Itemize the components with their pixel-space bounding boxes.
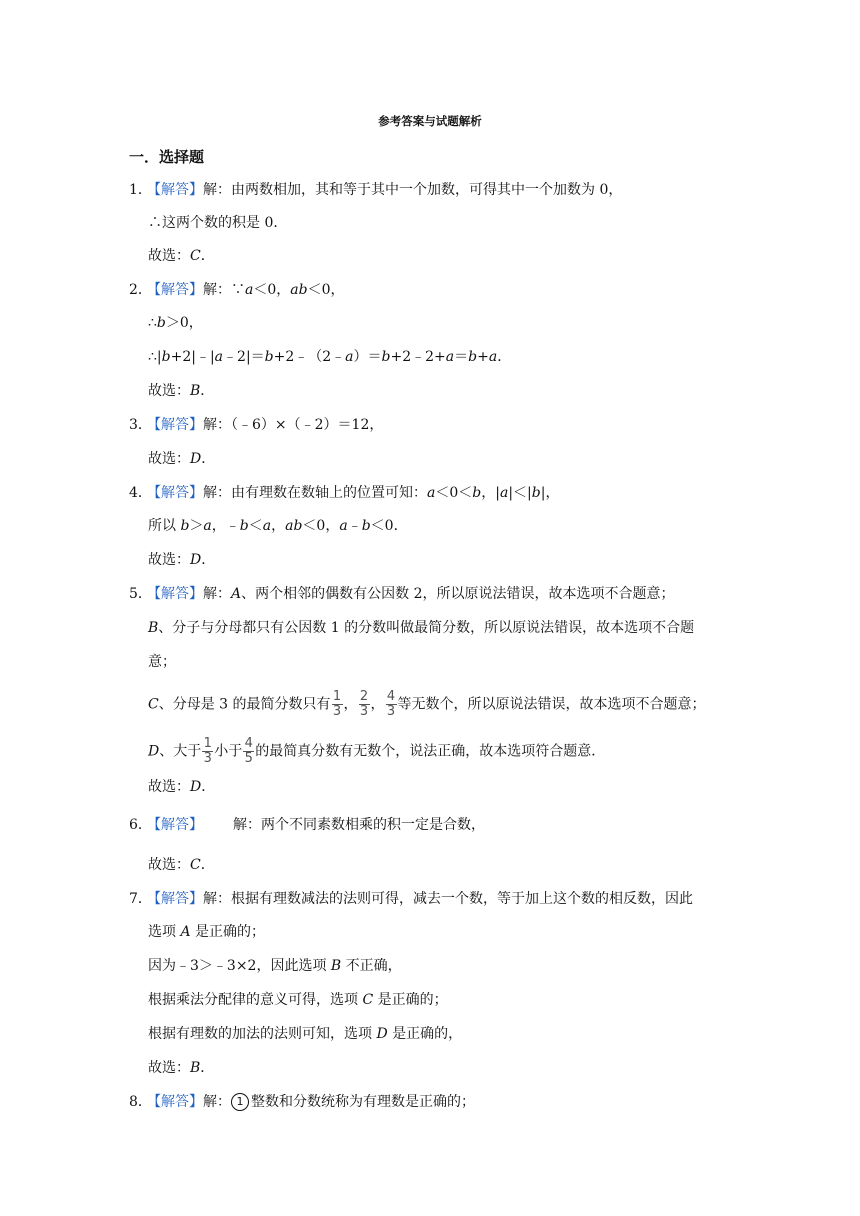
circled-number: 1	[231, 1093, 249, 1111]
q3-answer: D	[190, 451, 202, 467]
answer-tag: 【解答】	[147, 1094, 203, 1110]
q3-line-1	[129, 415, 383, 435]
choice-prefix: 故选：	[148, 1060, 190, 1076]
q5-line-4: C、分母是 3 的最简分数只有 $\frac{1}{3}$ ， $\frac{2}{3}$ ， $\frac{4}{3}$ 等无数个，所以原说法错误，故本选项不合题意；	[148, 689, 706, 719]
choice-prefix: 故选：	[148, 552, 190, 568]
q3-text-1: 解：（﹣6）×（﹣2）＝12，	[203, 417, 384, 433]
q7-number: 7．	[129, 891, 152, 907]
q2-line-3: ∴|b+2|﹣|a﹣2|＝b+2﹣（2﹣a）＝b+2﹣2+a＝b+a．	[148, 349, 512, 365]
q8-number: 8．	[129, 1094, 152, 1110]
q1-line-1	[129, 180, 622, 200]
fraction-4-5: $\frac{4}{5}$	[244, 736, 253, 766]
q4-choice	[148, 550, 215, 570]
fraction-4-3: $\frac{4}{3}$	[386, 689, 396, 719]
q5-line-1: 5．【解答】解：A、两个相邻的偶数有公因数 2，所以原说法错误，故本选项不合题意；	[129, 586, 675, 602]
fraction-1-3: $\frac{1}{3}$	[332, 689, 342, 719]
answer-tag: 【解答】	[147, 417, 203, 433]
q7-text-1: 解：根据有理数减法的法则可得，减去一个数，等于加上这个数的相反数，因此	[203, 891, 693, 907]
period: ．	[200, 1060, 215, 1076]
answer-tag: 【解答】	[147, 182, 203, 198]
q5-line-5: D、大于 $\frac{1}{3}$ 小于 $\frac{4}{5}$ 的最简真分数有无数个，说法正确，故本选项符合题意．	[148, 736, 606, 766]
period: ．	[200, 857, 215, 873]
q1-line-2: ∴这两个数的积是 0．	[148, 215, 288, 231]
q2-line-2: ∴b＞0，	[148, 315, 203, 331]
q6-line-1	[129, 815, 485, 835]
q6-number: 6．	[129, 817, 152, 833]
q2-choice	[148, 381, 214, 401]
q2-number: 2．	[129, 282, 152, 298]
q7-choice	[148, 1058, 214, 1078]
q5-line-3: 意；	[148, 654, 176, 670]
q6-choice	[148, 855, 215, 875]
q5-choice	[148, 777, 215, 797]
q4-number: 4．	[129, 485, 152, 501]
page-title: 参考答案与试题解析	[378, 114, 482, 128]
q3-choice	[148, 449, 215, 469]
answer-tag: 【解答】	[147, 485, 203, 501]
q2-answer: B	[190, 383, 201, 399]
q5-number: 5．	[129, 586, 152, 602]
answer-tag: 【解答】	[147, 891, 203, 907]
q8-text-1: 整数和分数统称为有理数是正确的；	[251, 1094, 475, 1110]
choice-prefix: 故选：	[148, 451, 190, 467]
choice-prefix: 故选：	[148, 857, 190, 873]
period: ．	[200, 383, 215, 399]
period: ．	[201, 552, 216, 568]
q7-line-3: 因为﹣3＞﹣3×2，因此选项 B 不正确，	[148, 958, 402, 974]
fraction-2-3: $\frac{2}{3}$	[359, 689, 369, 719]
q8-line-1: 8．【解答】解： 1 整数和分数统称为有理数是正确的；	[129, 1094, 475, 1110]
q7-line-5: 根据有理数的加法的法则可知，选项 D 是正确的，	[148, 1026, 463, 1042]
q7-line-4: 根据乘法分配律的意义可得，选项 C 是正确的；	[148, 992, 448, 1008]
choice-prefix: 故选：	[148, 248, 190, 264]
q7-line-1	[129, 889, 693, 909]
q4-line-2: 所以 b＞a，﹣b＜a，ab＜0，a﹣b＜0．	[148, 518, 408, 534]
answer-tag: 【解答】	[147, 586, 203, 602]
answer-tag: 【解答】	[147, 282, 203, 298]
q1-text-1: 解：由两数相加，其和等于其中一个加数，可得其中一个加数为 0，	[203, 182, 623, 198]
period: ．	[201, 779, 216, 795]
q4-line-1: 4．【解答】解：由有理数在数轴上的位置可知：a＜0＜b，|a|＜|b|，	[129, 485, 560, 501]
section-heading: 一．选择题	[129, 148, 205, 166]
q7-answer: B	[190, 1060, 201, 1076]
q2-line-1: 2．【解答】解：∵a＜0，ab＜0，	[129, 282, 345, 298]
period: ．	[201, 451, 216, 467]
q6-text-1: 解：两个不同素数相乘的积一定是合数，	[233, 817, 485, 833]
q1-number: 1．	[129, 182, 152, 198]
fraction-1-3: $\frac{1}{3}$	[203, 736, 212, 766]
answer-tag: 【解答】	[147, 817, 203, 833]
choice-prefix: 故选：	[148, 779, 190, 795]
choice-prefix: 故选：	[148, 383, 190, 399]
q5-answer: D	[190, 779, 202, 795]
q4-answer: D	[190, 552, 202, 568]
q5-line-2: B、分子与分母都只有公因数 1 的分数叫做最简分数，所以原说法错误，故本选项不合题	[148, 620, 695, 636]
period: ．	[200, 248, 215, 264]
q6-answer: C	[190, 857, 201, 873]
q3-number: 3．	[129, 417, 152, 433]
q1-answer: C	[190, 248, 201, 264]
q7-line-2: 选项 A 是正确的；	[148, 924, 266, 940]
q1-choice	[148, 246, 215, 266]
